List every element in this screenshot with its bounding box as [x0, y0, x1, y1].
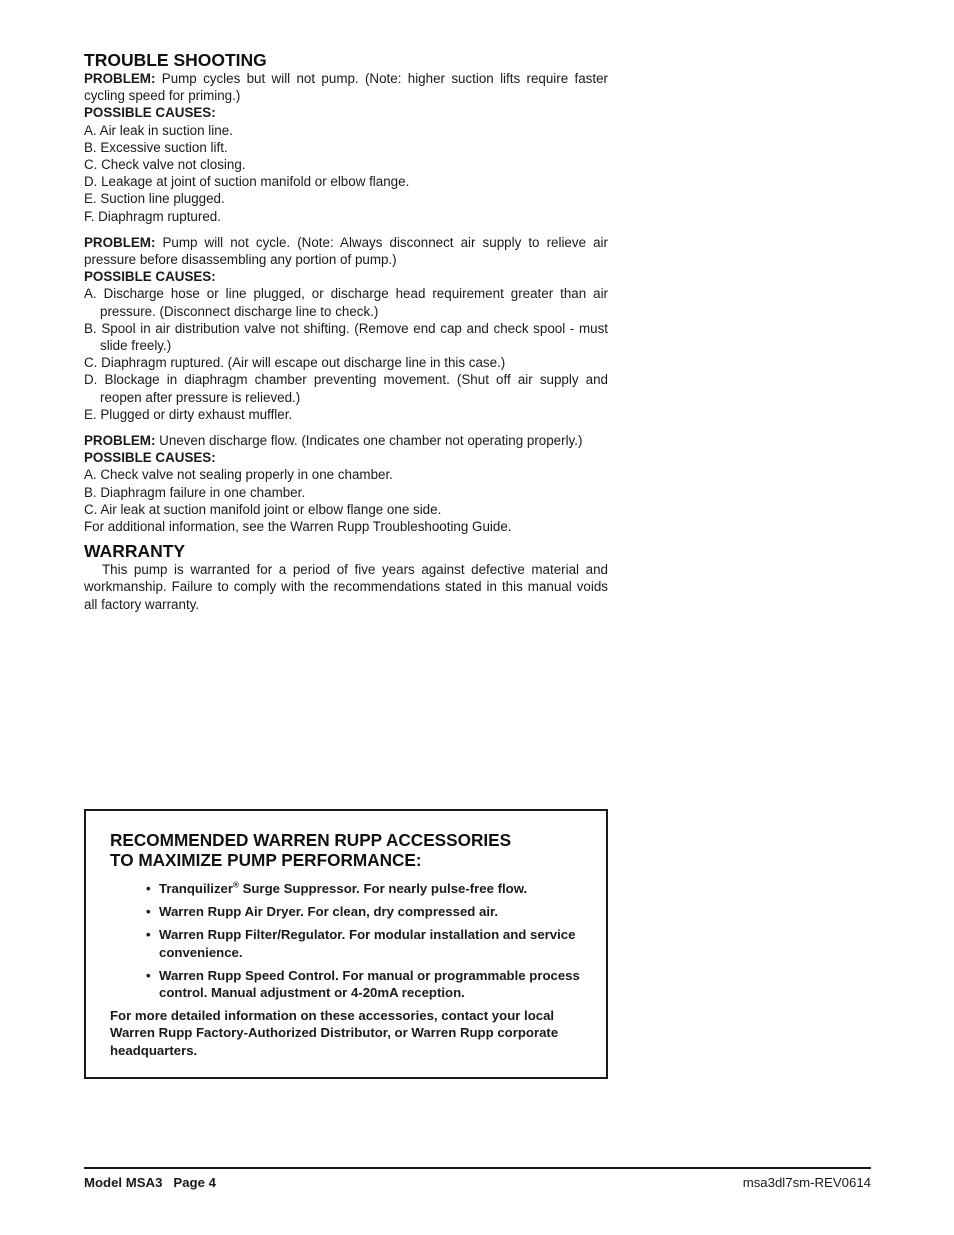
cause-item: B. Spool in air distribution valve not shifting. (Remove end cap and check spool - must slide freely.) — [84, 320, 608, 354]
cause-item: C. Air leak at suction manifold joint or elbow flange one side. — [84, 501, 442, 517]
problem-label: PROBLEM: — [84, 234, 156, 250]
registered-mark: ® — [233, 880, 239, 890]
accessories-list — [110, 880, 590, 1001]
footer-divider — [84, 1167, 871, 1169]
cause-item: E. Plugged or dirty exhaust muffler. — [84, 406, 293, 422]
footer-doc-code: msa3dl7sm-REV0614 — [742, 1175, 871, 1190]
cause-item: D. Leakage at joint of suction manifold or elbow flange. — [84, 174, 410, 190]
warranty-text: This pump is warranted for a period of five years against defective material and workmanship. Failure to comply with the recommendations stated in this manual voids all factory warranty. — [84, 562, 608, 612]
footer-model: Model MSA3 — [84, 1175, 163, 1190]
accessory-item: • Tranquilizer® Surge Suppressor. For nearly pulse-free flow. — [146, 880, 528, 896]
problem-2-text: Pump will not cycle. (Note: Always disconnect air supply to relieve air pressure before disassembling any portion of pump.) — [84, 234, 608, 268]
accessory-item: • Warren Rupp Speed Control. For manual or programmable process control. Manual adjustment or 4-20mA reception. — [146, 967, 580, 1001]
trouble-shooting-heading: TROUBLE SHOOTING — [84, 50, 267, 70]
cause-item: B. Excessive suction lift. — [84, 139, 228, 155]
problem-label: PROBLEM: — [84, 71, 156, 86]
possible-causes-label: POSSIBLE CAUSES: — [84, 105, 216, 121]
cause-item: E. Suction line plugged. — [84, 191, 225, 207]
bullet-icon: • — [146, 967, 151, 983]
problem-1 — [84, 70, 608, 104]
bullet-icon: • — [146, 881, 151, 896]
problem-2 — [84, 234, 608, 268]
accessory-item: • Warren Rupp Air Dryer. For clean, dry compressed air. — [146, 904, 499, 920]
bullet-icon: • — [146, 904, 151, 920]
problem-3-text: Uneven discharge flow. (Indicates one chamber not operating properly.) — [159, 433, 583, 449]
cause-item: A. Check valve not sealing properly in one chamber. — [84, 467, 393, 483]
problem-1-text: Pump cycles but will not pump. (Note: higher suction lifts require faster cycling speed for priming.) — [84, 71, 608, 104]
cause-item: C. Check valve not closing. — [84, 157, 246, 173]
problem-label: PROBLEM: — [84, 433, 156, 449]
accessories-title-line2: TO MAXIMIZE PUMP PERFORMANCE: — [110, 849, 422, 870]
problem-3 — [84, 432, 608, 449]
warranty-heading: WARRANTY — [84, 541, 186, 562]
cause-item: B. Diaphragm failure in one chamber. — [84, 484, 306, 500]
main-column — [84, 50, 608, 613]
accessories-title-line1: RECOMMENDED WARREN RUPP ACCESSORIES — [110, 830, 512, 850]
cause-item: A. Air leak in suction line. — [84, 122, 233, 138]
additional-info: For additional information, see the Warren Rupp Troubleshooting Guide. — [84, 519, 512, 535]
possible-causes-label: POSSIBLE CAUSES: — [84, 450, 216, 466]
cause-item: D. Blockage in diaphragm chamber preventing movement. (Shut off air supply and reopen after pressure is relieved.) — [84, 372, 608, 405]
cause-item: A. Discharge hose or line plugged, or discharge head requirement greater than air pressure. (Disconnect discharge line to check.) — [84, 286, 608, 319]
footer-page: Page 4 — [173, 1175, 216, 1190]
possible-causes-label: POSSIBLE CAUSES: — [84, 269, 216, 285]
bullet-icon: • — [146, 927, 151, 943]
cause-item: F. Diaphragm ruptured. — [84, 208, 221, 224]
cause-item: C. Diaphragm ruptured. (Air will escape out discharge line in this case.) — [84, 355, 506, 371]
accessories-footer: For more detailed information on these accessories, contact your local Warren Rupp Factory-Authorized Distributor, or Warren Rupp corporate headquarters. — [110, 1008, 559, 1058]
accessory-item: • Warren Rupp Filter/Regulator. For modular installation and service convenience. — [146, 927, 576, 960]
footer-model-page — [84, 1175, 216, 1190]
accessories-box — [84, 809, 608, 1079]
accessories-title — [110, 831, 590, 870]
